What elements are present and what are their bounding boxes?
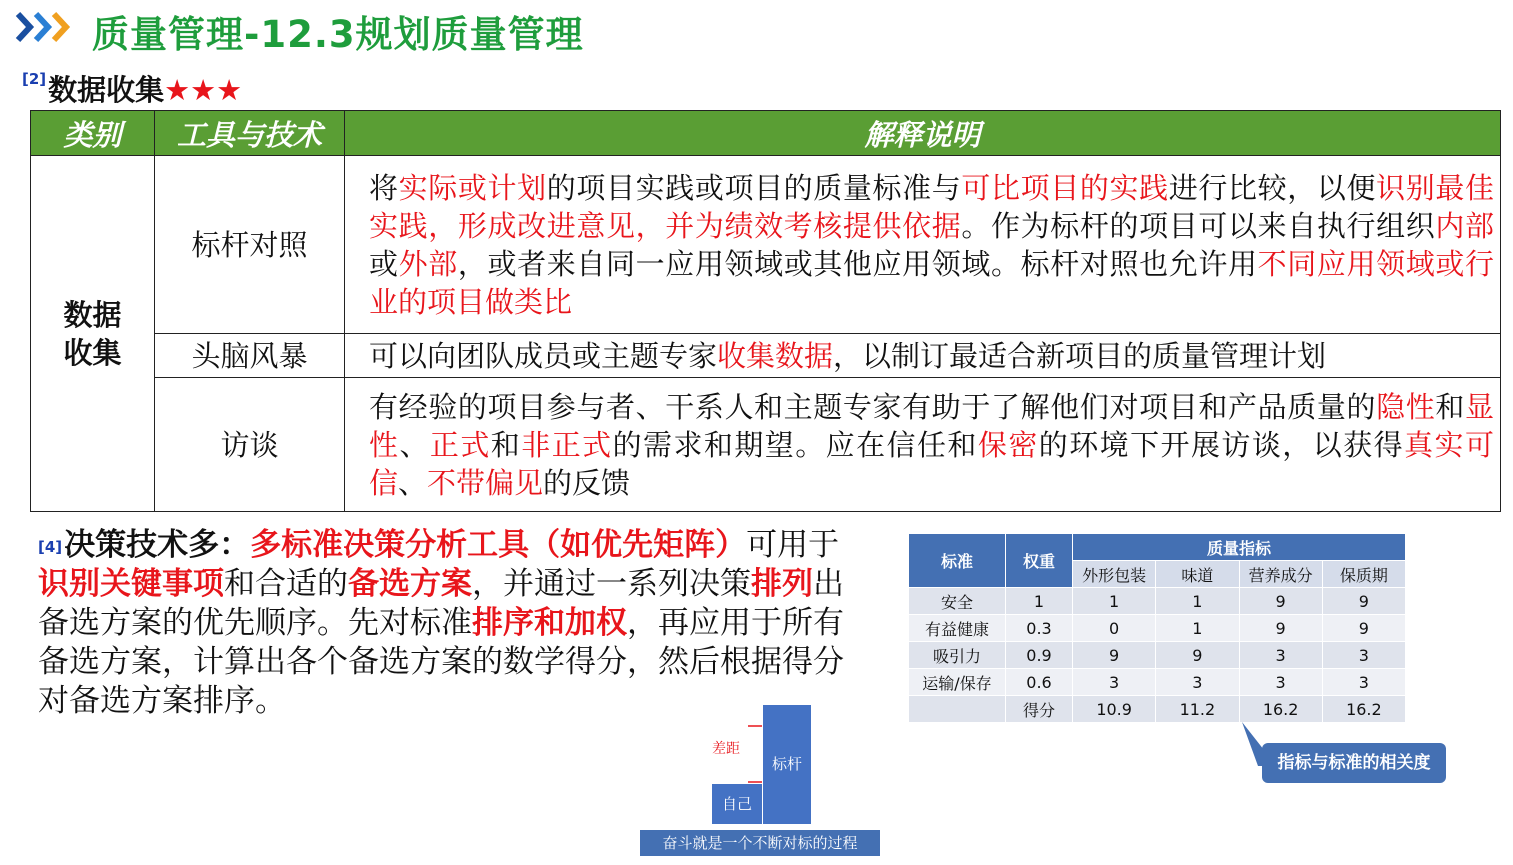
score-row bbox=[909, 696, 1405, 722]
criteria-cell: 运输/保存 bbox=[909, 669, 1005, 695]
description-text: 的环境下开展访谈，以获得 bbox=[1038, 427, 1405, 462]
emphasis-text: 多标准决策分析工具（如优先矩阵） bbox=[250, 527, 747, 563]
score-cell: 11.2 bbox=[1156, 696, 1238, 722]
description-text: 的反馈 bbox=[543, 465, 631, 500]
body-text: ，并通过一系列决策 bbox=[472, 566, 751, 602]
quality-metrics-table bbox=[908, 533, 1406, 723]
reference-marker: [4] bbox=[38, 538, 63, 556]
benchmark-caption: 奋斗就是一个不断对标的过程 bbox=[640, 830, 880, 856]
indicator-header: 保质期 bbox=[1323, 561, 1405, 587]
value-cell: 1 bbox=[1156, 615, 1238, 641]
description-text: 。作为标杆的项目可以来自执行组织 bbox=[961, 208, 1436, 243]
value-cell: 3 bbox=[1323, 642, 1405, 668]
value-cell: 3 bbox=[1156, 669, 1238, 695]
description-cell bbox=[345, 334, 1501, 378]
section-heading-data-collection bbox=[22, 68, 242, 109]
gap-label: 差距 bbox=[712, 741, 740, 757]
value-cell: 1 bbox=[1156, 588, 1238, 614]
emphasis-text: 隐性 bbox=[1376, 389, 1436, 424]
tool-cell: 标杆对照 bbox=[155, 156, 345, 334]
value-cell: 3 bbox=[1240, 642, 1322, 668]
score-cell: 10.9 bbox=[1073, 696, 1155, 722]
description-text: 和 bbox=[490, 427, 522, 462]
body-text: 和合适的 bbox=[224, 566, 348, 602]
description-text: 有经验的项目参与者、干系人和主题专家有助于了解他们对项目和产品质量的 bbox=[369, 389, 1377, 424]
description-text: 和 bbox=[1435, 389, 1465, 424]
value-cell: 3 bbox=[1240, 669, 1322, 695]
description-text: 将 bbox=[369, 170, 399, 205]
weight-cell: 0.6 bbox=[1006, 669, 1072, 695]
lead-text: 决策技术多： bbox=[64, 527, 251, 563]
emphasis-text: 保密 bbox=[977, 427, 1039, 462]
section-title: 数据收集 bbox=[48, 73, 165, 107]
value-cell: 9 bbox=[1323, 588, 1405, 614]
table-row bbox=[31, 378, 1501, 512]
criteria-cell: 吸引力 bbox=[909, 642, 1005, 668]
reference-marker: [2] bbox=[22, 70, 47, 88]
page-title: 质量管理-12.3规划质量管理 bbox=[92, 13, 584, 56]
weight-cell: 0.3 bbox=[1006, 615, 1072, 641]
indicator-header: 营养成分 bbox=[1240, 561, 1322, 587]
header-tool: 工具与技术 bbox=[155, 111, 345, 156]
score-label: 得分 bbox=[1006, 696, 1072, 722]
description-text: 、 bbox=[399, 427, 430, 462]
emphasis-text: 识别最佳实践，形成改进意见，并为绩效考核提供依据 bbox=[369, 170, 1494, 243]
header-explanation: 解释说明 bbox=[345, 111, 1501, 156]
indicator-header: 味道 bbox=[1156, 561, 1238, 587]
emphasis-text: 不同应用领域或行业的项目做类比 bbox=[369, 246, 1494, 319]
emphasis-text: 排序和加权 bbox=[472, 605, 627, 641]
table-row bbox=[909, 588, 1405, 614]
description-text: 的项目实践或项目的质量标准与 bbox=[546, 170, 962, 205]
emphasis-text: 非正式 bbox=[521, 427, 613, 462]
description-cell bbox=[345, 156, 1501, 334]
value-cell: 3 bbox=[1073, 669, 1155, 695]
table-header-row bbox=[31, 111, 1501, 156]
emphasis-text: 收集数据 bbox=[717, 338, 834, 373]
value-cell: 0 bbox=[1073, 615, 1155, 641]
description-text: 进行比较，以便 bbox=[1168, 170, 1377, 205]
emphasis-text: 备选方案 bbox=[348, 566, 472, 602]
description-text: ，以制订最适合新项目的质量管理计划 bbox=[833, 338, 1327, 373]
rating-stars: ★★★ bbox=[164, 73, 243, 107]
description-text: 的需求和期望。应在信任和 bbox=[612, 427, 978, 462]
weight-cell: 1 bbox=[1006, 588, 1072, 614]
description-text: 或 bbox=[369, 246, 399, 281]
tool-cell: 头脑风暴 bbox=[155, 334, 345, 378]
value-cell: 3 bbox=[1323, 669, 1405, 695]
emphasis-text: 实际或计划 bbox=[398, 170, 547, 205]
table-row bbox=[31, 334, 1501, 378]
description-cell bbox=[345, 378, 1501, 512]
benchmark-bar: 标杆 bbox=[763, 705, 811, 824]
description-text: 可以向团队成员或主题专家 bbox=[369, 338, 718, 373]
header-category: 类别 bbox=[31, 111, 155, 156]
value-cell: 9 bbox=[1073, 642, 1155, 668]
indicator-header: 外形包装 bbox=[1073, 561, 1155, 587]
description-text: 、 bbox=[398, 465, 428, 500]
description-text: ，或者来自同一应用领域或其他应用领域。标杆对照也允许用 bbox=[457, 246, 1258, 281]
body-text: 出备选方案的优先顺序。先对标准 bbox=[38, 566, 844, 641]
weight-cell: 0.9 bbox=[1006, 642, 1072, 668]
self-bar: 自己 bbox=[712, 784, 762, 824]
emphasis-text: 显性 bbox=[369, 389, 1494, 462]
score-cell: 16.2 bbox=[1240, 696, 1322, 722]
chevron-arrows-icon bbox=[14, 10, 84, 44]
emphasis-text: 正式 bbox=[429, 427, 491, 462]
gap-bracket bbox=[744, 724, 764, 784]
header-weight: 权重 bbox=[1006, 534, 1072, 587]
score-cell: 16.2 bbox=[1323, 696, 1405, 722]
table-row bbox=[909, 669, 1405, 695]
decision-techniques-paragraph bbox=[38, 526, 858, 721]
data-collection-table bbox=[30, 110, 1501, 512]
emphasis-text: 识别关键事项 bbox=[38, 566, 224, 602]
emphasis-text: 真实可信 bbox=[369, 427, 1494, 500]
criteria-cell: 有益健康 bbox=[909, 615, 1005, 641]
table-row bbox=[909, 642, 1405, 668]
category-cell: 数据 收集 bbox=[31, 156, 155, 512]
emphasis-text: 外部 bbox=[398, 246, 458, 281]
empty-cell bbox=[909, 696, 1005, 722]
emphasis-text: 不带偏见 bbox=[427, 465, 544, 500]
value-cell: 9 bbox=[1156, 642, 1238, 668]
value-cell: 9 bbox=[1240, 615, 1322, 641]
header-quality-indicators: 质量指标 bbox=[1073, 534, 1405, 560]
header-criteria: 标准 bbox=[909, 534, 1005, 587]
value-cell: 9 bbox=[1323, 615, 1405, 641]
table-row bbox=[909, 615, 1405, 641]
tool-cell: 访谈 bbox=[155, 378, 345, 512]
body-text: ，再应用于所有备选方案，计算出各个备选方案的数学得分，然后根据得分对备选方案排序。 bbox=[38, 605, 844, 719]
criteria-cell: 安全 bbox=[909, 588, 1005, 614]
emphasis-text: 排列 bbox=[751, 566, 813, 602]
body-text: 可用于 bbox=[746, 527, 840, 563]
value-cell: 1 bbox=[1073, 588, 1155, 614]
emphasis-text: 可比项目的实践 bbox=[961, 170, 1169, 205]
value-cell: 9 bbox=[1240, 588, 1322, 614]
correlation-callout: 指标与标准的相关度 bbox=[1262, 743, 1446, 783]
table-row bbox=[31, 156, 1501, 334]
emphasis-text: 内部 bbox=[1435, 208, 1494, 243]
